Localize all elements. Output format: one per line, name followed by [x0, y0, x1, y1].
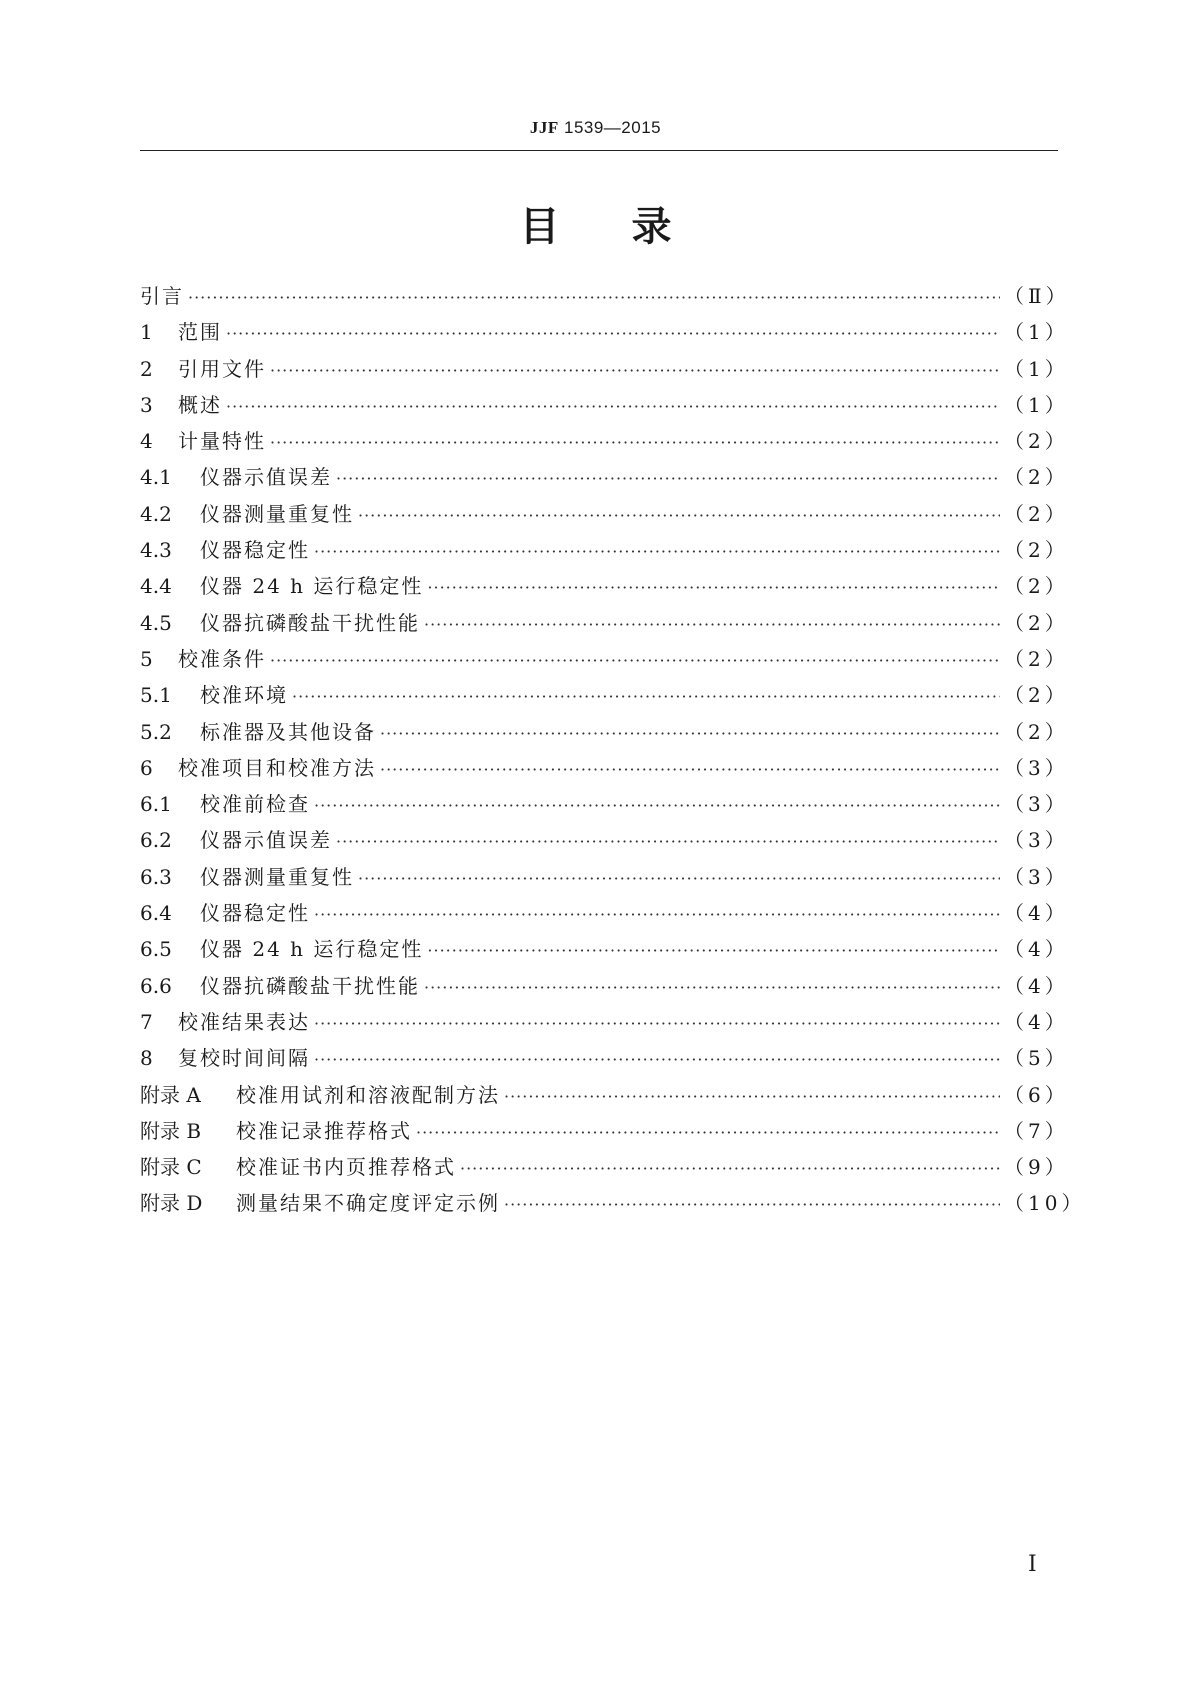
toc-entry[interactable] [140, 314, 1069, 350]
toc-entry-page: （2） [1004, 610, 1069, 635]
toc-entry-page: （4） [1004, 937, 1069, 962]
toc-entry-label: 校准项目和校准方法 [178, 755, 376, 780]
toc-entry-page: （4） [1004, 901, 1069, 926]
toc-entry-label: 范围 [178, 320, 222, 345]
toc-leader-dots [226, 389, 1000, 425]
toc-entry-page: （4） [1004, 1009, 1069, 1034]
toc-entry-number: 4.5 [140, 610, 172, 635]
toc-entry-page: （2） [1004, 683, 1069, 708]
toc-entry-label: 仪器示值误差 [200, 465, 332, 490]
toc-entry-page: （7） [1004, 1118, 1069, 1143]
toc-entry-page: （9） [1004, 1155, 1069, 1180]
toc-entry[interactable] [140, 568, 1069, 604]
toc-entry-number: 4 [140, 429, 153, 454]
toc-entry-number: 4.4 [140, 574, 172, 599]
toc-entry-number: 4.1 [140, 465, 172, 490]
toc-entry-page: （2） [1004, 646, 1069, 671]
toc-entry-label: 仪器 24 h 运行稳定性 [200, 574, 424, 599]
toc-entry-label: 仪器 24 h 运行稳定性 [200, 937, 424, 962]
toc-entry-number: 1 [140, 320, 153, 345]
document-code [0, 118, 1191, 138]
toc-entry-label: 仪器示值误差 [200, 828, 332, 853]
table-of-contents [140, 278, 1086, 1222]
toc-entry-page: （Ⅱ） [1004, 284, 1070, 308]
toc-entry-label: 仪器稳定性 [200, 538, 310, 563]
toc-entry-label: 校准前检查 [200, 792, 310, 817]
toc-entry[interactable] [140, 786, 1069, 822]
toc-entry-number: 7 [140, 1009, 153, 1034]
toc-entry[interactable] [140, 496, 1069, 532]
toc-entry-label: 仪器抗磷酸盐干扰性能 [200, 610, 420, 635]
toc-entry[interactable] [140, 714, 1069, 750]
toc-entry[interactable] [140, 605, 1069, 641]
toc-entry-page: （3） [1004, 864, 1069, 889]
toc-entry-number: 2 [140, 356, 153, 381]
toc-entry[interactable] [140, 387, 1069, 423]
toc-entry-page: （2） [1004, 719, 1069, 744]
toc-entry-label: 引言 [140, 284, 184, 308]
toc-entry-page: （5） [1004, 1046, 1069, 1071]
toc-entry[interactable] [140, 895, 1069, 931]
document-code-prefix: JJF [529, 118, 559, 137]
toc-entry[interactable] [140, 351, 1069, 387]
toc-entry[interactable] [140, 1040, 1069, 1076]
toc-entry[interactable] [140, 968, 1069, 1004]
toc-leader-dots [427, 570, 1000, 606]
toc-entry-page: （2） [1004, 538, 1069, 563]
toc-entry-number: 附录 B [140, 1118, 202, 1143]
toc-entry-number: 附录 C [140, 1155, 202, 1180]
header-divider [140, 150, 1058, 151]
toc-entry[interactable] [140, 532, 1069, 568]
toc-entry-page: （1） [1004, 356, 1069, 381]
toc-leader-dots [226, 316, 1000, 352]
toc-entry-page: （1） [1004, 392, 1069, 417]
toc-entry-number: 6.4 [140, 901, 172, 926]
toc-entry-page: （3） [1004, 828, 1069, 853]
toc-leader-dots [292, 679, 1000, 715]
toc-entry-label: 标准器及其他设备 [200, 719, 376, 744]
toc-entry-label: 概述 [178, 392, 222, 417]
toc-entry[interactable] [140, 859, 1069, 895]
toc-entry-page: （4） [1004, 973, 1069, 998]
toc-entry-number: 6.3 [140, 864, 172, 889]
toc-entry-page: （3） [1004, 792, 1069, 817]
toc-leader-dots [424, 970, 1000, 1006]
toc-leader-dots [270, 425, 1000, 461]
toc-entry[interactable] [140, 278, 1070, 314]
toc-entry-label: 校准环境 [200, 683, 288, 708]
toc-entry-label: 测量结果不确定度评定示例 [236, 1191, 500, 1216]
toc-leader-dots [380, 716, 1000, 752]
toc-entry-number: 6.6 [140, 973, 172, 998]
toc-entry-page: （2） [1004, 429, 1069, 454]
toc-entry[interactable] [140, 1077, 1069, 1113]
toc-entry-number: 3 [140, 392, 153, 417]
toc-entry-number: 附录 D [140, 1191, 203, 1216]
toc-entry-label: 仪器测量重复性 [200, 501, 354, 526]
toc-entry-number: 6 [140, 755, 153, 780]
toc-leader-dots [314, 1042, 1000, 1078]
toc-entry-page: （2） [1004, 501, 1069, 526]
toc-entry-label: 仪器稳定性 [200, 901, 310, 926]
toc-leader-dots [504, 1079, 1000, 1115]
toc-leader-dots [336, 461, 1000, 497]
toc-leader-dots [314, 534, 1000, 570]
toc-entry-page: （2） [1004, 465, 1069, 490]
toc-entry-number: 6.1 [140, 792, 172, 817]
toc-entry[interactable] [140, 459, 1069, 495]
toc-entry-number: 5.1 [140, 683, 172, 708]
toc-entry-label: 引用文件 [178, 356, 266, 381]
toc-entry[interactable] [140, 677, 1069, 713]
toc-entry-number: 4.2 [140, 501, 172, 526]
toc-leader-dots [416, 1115, 1000, 1151]
page-number: Ⅰ [1028, 1552, 1037, 1577]
toc-entry-number: 4.3 [140, 538, 172, 563]
toc-entry-label: 复校时间间隔 [178, 1046, 310, 1071]
toc-entry-label: 仪器抗磷酸盐干扰性能 [200, 973, 420, 998]
toc-entry-number: 8 [140, 1046, 153, 1071]
toc-leader-dots [188, 280, 1000, 316]
toc-leader-dots [460, 1151, 1000, 1187]
toc-entry-label: 校准证书内页推荐格式 [236, 1155, 456, 1180]
toc-leader-dots [358, 861, 1000, 897]
toc-entry-number: 5 [140, 646, 153, 671]
toc-leader-dots [424, 607, 1000, 643]
toc-leader-dots [314, 1006, 1000, 1042]
toc-entry-label: 校准条件 [178, 646, 266, 671]
toc-leader-dots [504, 1187, 1000, 1223]
toc-entry-label: 计量特性 [178, 429, 266, 454]
toc-entry-number: 6.5 [140, 937, 172, 962]
toc-leader-dots [270, 353, 1000, 389]
toc-entry-page: （1） [1004, 320, 1069, 345]
toc-leader-dots [427, 933, 1000, 969]
toc-entry[interactable] [140, 750, 1069, 786]
toc-leader-dots [270, 643, 1000, 679]
toc-entry-page: （2） [1004, 574, 1069, 599]
toc-entry[interactable] [140, 423, 1069, 459]
toc-entry[interactable] [140, 1149, 1069, 1185]
toc-entry-number: 6.2 [140, 828, 172, 853]
page-title: 目录 [519, 204, 744, 250]
toc-entry-number: 5.2 [140, 719, 172, 744]
toc-leader-dots [314, 897, 1000, 933]
toc-entry-label: 校准结果表达 [178, 1009, 310, 1034]
toc-entry[interactable] [140, 641, 1069, 677]
toc-entry-label: 校准记录推荐格式 [236, 1118, 412, 1143]
toc-entry-page: （10） [1004, 1191, 1086, 1216]
toc-entry-label: 校准用试剂和溶液配制方法 [236, 1082, 500, 1107]
toc-entry-number: 附录 A [140, 1082, 201, 1107]
toc-entry-page: （3） [1004, 755, 1069, 780]
toc-leader-dots [336, 824, 1000, 860]
toc-entry[interactable] [140, 1113, 1069, 1149]
toc-entry-label: 仪器测量重复性 [200, 864, 354, 889]
toc-leader-dots [314, 788, 1000, 824]
toc-entry[interactable] [140, 822, 1069, 858]
toc-entry-page: （6） [1004, 1082, 1069, 1107]
toc-entry[interactable] [140, 1004, 1069, 1040]
document-code-number: 1539—2015 [563, 118, 662, 137]
toc-leader-dots [358, 498, 1000, 534]
toc-entry[interactable] [140, 931, 1069, 967]
toc-entry[interactable] [140, 1185, 1086, 1221]
toc-leader-dots [380, 752, 1000, 788]
